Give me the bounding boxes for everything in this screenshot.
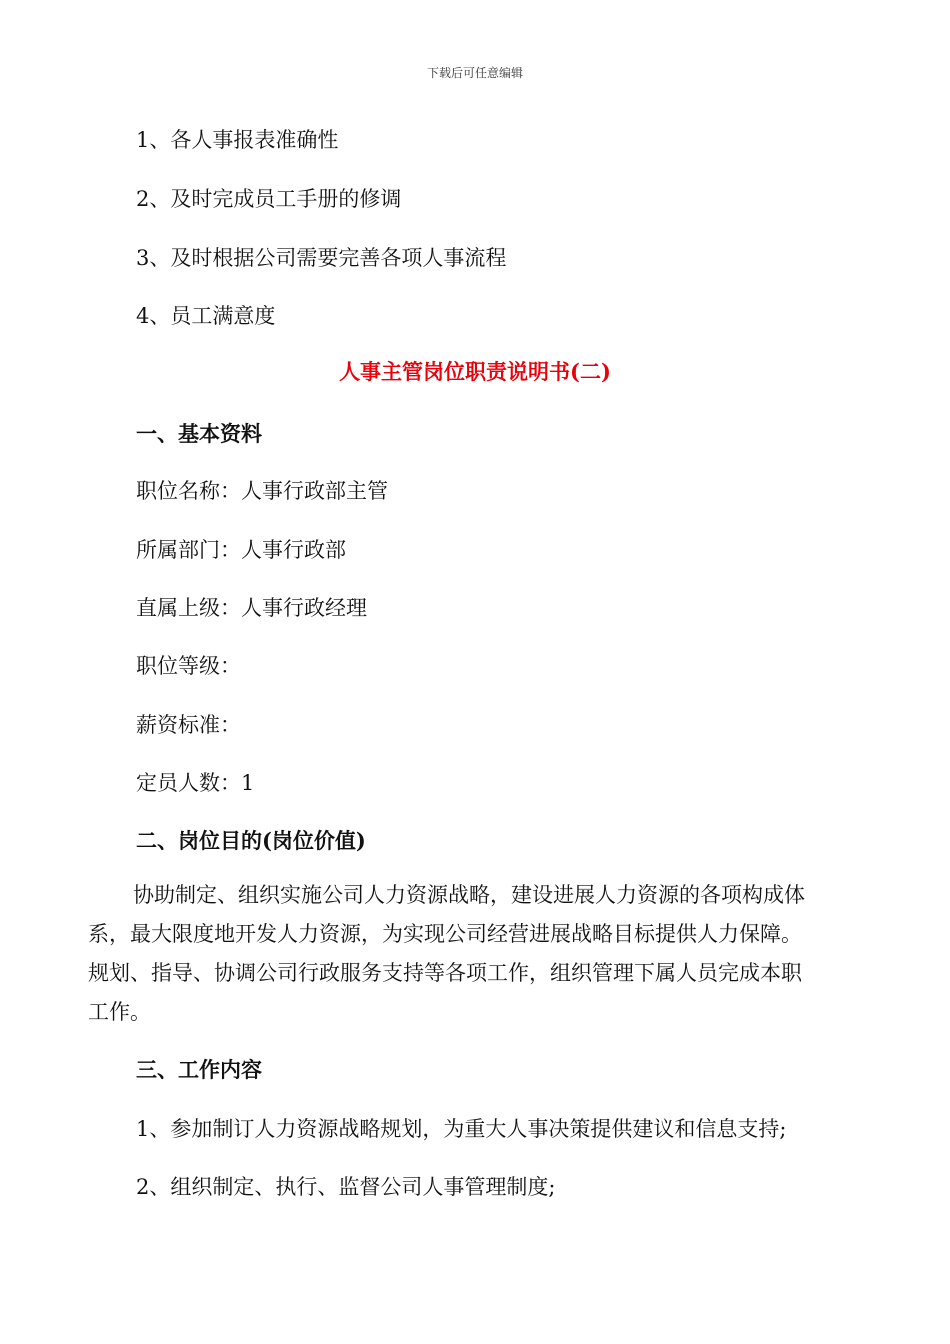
field-headcount: 定员人数：1 <box>136 771 255 795</box>
field-position-name: 职位名称：人事行政部主管 <box>136 479 388 503</box>
field-department: 所属部门：人事行政部 <box>136 538 346 562</box>
field-supervisor: 直属上级：人事行政经理 <box>136 596 367 620</box>
section2-heading: 二、岗位目的(岗位价值) <box>136 828 366 853</box>
kpi-item-2: 2、及时完成员工手册的修调 <box>136 187 402 211</box>
document-title: 人事主管岗位职责说明书(二) <box>339 359 611 384</box>
kpi-item-4: 4、员工满意度 <box>136 304 276 328</box>
section3-heading: 三、工作内容 <box>136 1057 262 1082</box>
work-item-1: 1、参加制订人力资源战略规划，为重大人事决策提供建议和信息支持; <box>136 1117 787 1141</box>
purpose-line-4: 工作。 <box>88 1000 151 1024</box>
kpi-item-1: 1、各人事报表准确性 <box>136 128 339 152</box>
section1-heading: 一、基本资料 <box>136 421 262 446</box>
purpose-line-1: 协助制定、组织实施公司人力资源战略，建设进展人力资源的各项构成体 <box>133 883 805 907</box>
work-item-2: 2、组织制定、执行、监督公司人事管理制度; <box>136 1175 556 1199</box>
purpose-line-3: 规划、指导、协调公司行政服务支持等各项工作，组织管理下属人员完成本职 <box>88 961 802 985</box>
field-salary: 薪资标准： <box>136 713 241 737</box>
purpose-paragraph <box>88 876 858 1032</box>
purpose-line-2: 系，最大限度地开发人力资源，为实现公司经营进展战略目标提供人力保障。 <box>88 922 802 946</box>
header-note: 下载后可任意编辑 <box>426 66 523 80</box>
field-grade: 职位等级： <box>136 654 241 678</box>
kpi-item-3: 3、及时根据公司需要完善各项人事流程 <box>136 246 507 270</box>
